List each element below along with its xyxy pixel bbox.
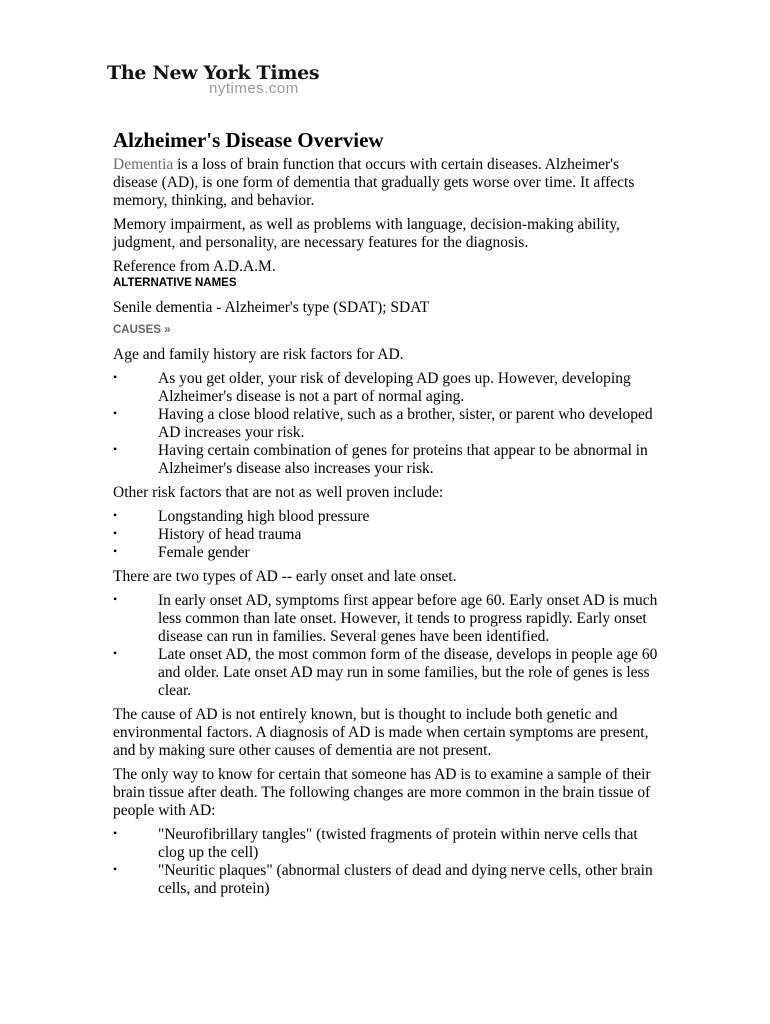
list-item: • Female gender	[113, 544, 250, 561]
alternative-names-text: Senile dementia - Alzheimer's type (SDAT); SDAT	[113, 299, 430, 316]
bullet-icon: •	[113, 508, 118, 522]
list-item: • History of head trauma	[113, 526, 302, 543]
types-intro: There are two types of AD -- early onset and late onset.	[113, 568, 457, 585]
article-title: Alzheimer's Disease Overview	[113, 128, 384, 152]
brain-changes-list	[113, 826, 658, 898]
list-item: • "Neuritic plaques" (abnormal clusters of dead and dying nerve cells, other brain cells, and protein)	[113, 862, 653, 897]
site-name[interactable]: nytimes.com	[209, 80, 299, 97]
list-item: • "Neurofibrillary tangles" (twisted fragments of protein within nerve cells that clog up the cell)	[113, 826, 638, 861]
list-item: • As you get older, your risk of developing AD goes up. However, developing Alzheimer's disease is not a part of normal aging.	[113, 370, 631, 405]
bullet-icon: •	[113, 862, 118, 876]
cause-paragraph: The cause of AD is not entirely known, but is thought to include both genetic and environmental factors. A diagnosis of AD is made when certain symptoms are present, and by making sure other causes of dementia are not present.	[113, 706, 649, 759]
list-item: • Having a close blood relative, such as a brother, sister, or parent who developed AD increases your risk.	[113, 406, 653, 441]
nyt-logo[interactable]: The New York Times	[107, 62, 320, 84]
causes-intro: Age and family history are risk factors for AD.	[113, 346, 404, 363]
dementia-link[interactable]: Dementia	[113, 156, 174, 173]
bullet-icon: •	[113, 526, 118, 540]
bullet-icon: •	[113, 544, 118, 558]
risk-factor-list	[113, 370, 658, 478]
bullet-icon: •	[113, 406, 118, 420]
bullet-icon: •	[113, 370, 118, 384]
brain-tissue-paragraph: The only way to know for certain that someone has AD is to examine a sample of their brain tissue after death. The following changes are more common in the brain tissue of people with AD:	[113, 766, 651, 819]
list-item: • Longstanding high blood pressure	[113, 508, 370, 525]
intro-text: is a loss of brain function that occurs with certain diseases. Alzheimer's disease (AD), is one form of dementia that gradually gets worse over time. It affects memory, thinking, and behavior.	[113, 156, 635, 209]
article-page	[107, 62, 658, 904]
other-risks-intro: Other risk factors that are not as well proven include:	[113, 484, 444, 501]
ad-types-list	[113, 592, 658, 700]
list-item: • In early onset AD, symptoms first appear before age 60. Early onset AD is much less common than late onset. However, it tends to progress rapidly. Early onset disease can run in families. Several genes have been identified.	[113, 592, 658, 645]
bullet-icon: •	[113, 646, 118, 660]
bullet-icon: •	[113, 592, 118, 606]
bullet-icon: •	[113, 442, 118, 456]
list-item: • Having certain combination of genes for proteins that appear to be abnormal in Alzheimer's disease also increases your risk.	[113, 442, 648, 477]
reference-text: Reference from A.D.A.M.	[113, 258, 276, 275]
causes-heading-link[interactable]: CAUSES »	[113, 324, 171, 336]
diagnosis-paragraph: Memory impairment, as well as problems with language, decision-making ability, judgment, and personality, are necessary features for the diagnosis.	[113, 216, 620, 251]
masthead	[107, 62, 658, 108]
other-risk-list	[113, 508, 658, 562]
list-item: • Late onset AD, the most common form of the disease, develops in people age 60 and older. Late onset AD may run in some families, but the role of genes is less clear.	[113, 646, 658, 699]
bullet-icon: •	[113, 826, 118, 840]
intro-paragraph	[113, 156, 658, 210]
alternative-names-heading: ALTERNATIVE NAMES	[113, 277, 237, 289]
